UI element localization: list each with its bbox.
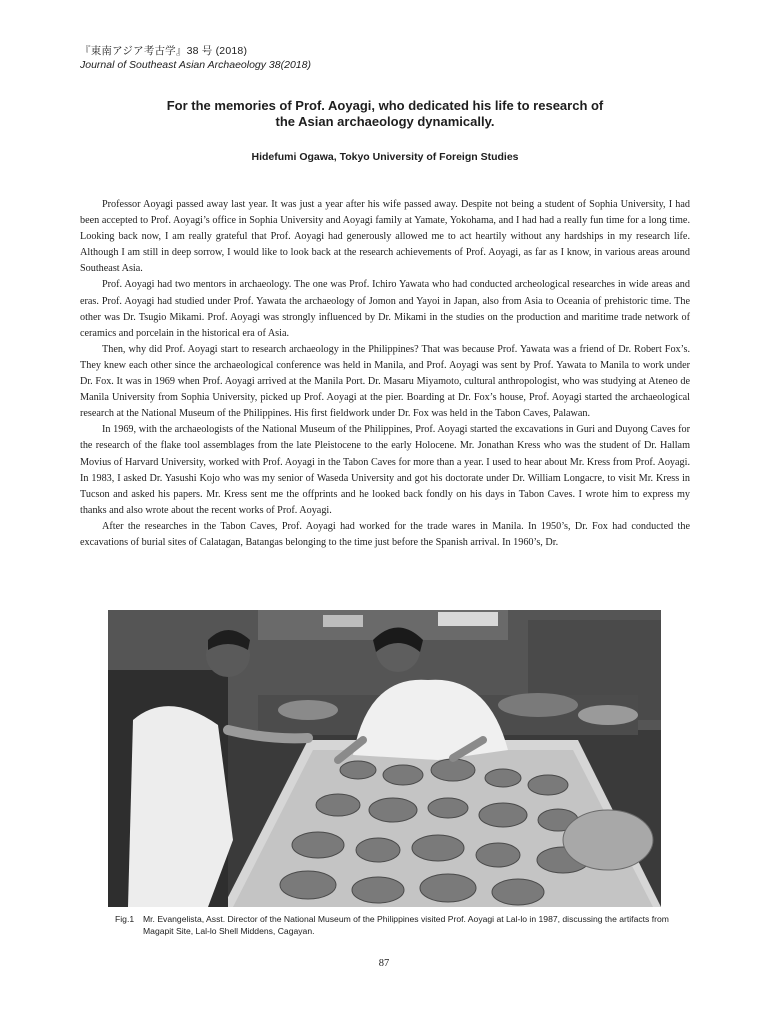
figure-photograph bbox=[108, 610, 661, 907]
paragraph: Professor Aoyagi passed away last year. It was just a year after his wife passed away. Despite not being a student of Sophia University, I had been accepted to Prof. Aoyagi’s office in Sophia University and Aoyagi family at Yamate, Yokohama, and I had had a really fun time for a long time. Looking back now, I am really grateful that Prof. Aoyagi had generously allowed me to act heartily without any hardships in my research life. Although I am still in deep sorrow, I would like to look back at the research achievements of Prof. Aoyagi, as far as I know, in various areas around Southeast Asia. bbox=[80, 199, 690, 275]
author-line: Hidefumi Ogawa, Tokyo University of Foreign Studies bbox=[251, 151, 519, 163]
figure-label: Fig.1 bbox=[115, 914, 135, 924]
journal-title-japanese: 『東南アジア考古学』38 号 (2018) bbox=[80, 45, 248, 57]
photograph-artifacts-discussion bbox=[108, 610, 661, 907]
article-title bbox=[80, 98, 690, 130]
paragraph: Then, why did Prof. Aoyagi start to research archaeology in the Philippines? That was because Prof. Yawata was a friend of Dr. Robert Fox’s. They knew each other since the archaeological conference was held in Manila, and Prof. Aoyagi was sent by Prof. Yawata to Manila to work under Dr. Fox. It was in 1969 when Prof. Aoyagi arrived at the Manila Port. Dr. Masaru Miyamoto, cultural anthropologist, who was studying at Ateneo de Manila University from Sophia University, picked up Prof. Aoyagi at the pier. Boarding at Dr. Fox’s house, Prof. Aoyagi started the archaeological research at the National Museum of the Philippines. His first fieldwork under Dr. Fox was held in the Tabon Caves, Palawan. bbox=[80, 343, 690, 420]
article-body bbox=[80, 197, 690, 551]
paragraph: In 1969, with the archaeologists of the National Museum of the Philippines, Prof. Aoyagi started the excavations in Guri and Duyong Caves for the research of the flake tool assemblages from the late Pleistocene to the early Holocene. Mr. Jonathan Kress who was the student of Dr. Hallam Movius of Harvard University, worked with Prof. Aoyagi in the Tabon Caves for more than a year. I used to hear about Mr. Kress from Prof. Aoyagi. In 1983, I asked Dr. Yasushi Kojo who was my senior of Waseda University and got his doctorate under Dr. William Longacre, to visit Mr. Kress in Tucson and asked his papers. Mr. Kress sent me the offprints and he looked back fondly on his days in Tabon Caves. I wrote him to express my thanks and also wrote about the recent works of Prof. Aoyagi. bbox=[80, 424, 690, 516]
article-title-line-1: For the memories of Prof. Aoyagi, who dedicated his life to research of bbox=[166, 98, 604, 113]
figure-caption bbox=[115, 913, 675, 937]
article-title-line-2: the Asian archaeology dynamically. bbox=[275, 114, 495, 129]
journal-title-english: Journal of Southeast Asian Archaeology 38(2018) bbox=[80, 59, 311, 71]
journal-header bbox=[80, 44, 311, 72]
page-number: 87 bbox=[378, 958, 390, 969]
figure-caption-text: Mr. Evangelista, Asst. Director of the National Museum of the Philippines visited Prof. Aoyagi at Lal-lo in 1987, discussing the artifacts from Magapit Site, Lal-lo Shell Middens, Cagayan. bbox=[143, 914, 669, 936]
paragraph: After the researches in the Tabon Caves, Prof. Aoyagi had worked for the trade wares in Manila. In 1950’s, Dr. Fox had conducted the excavations of burial sites of Calatagan, Batangas belonging to the time just before the Spanish arrival. In 1960’s, Dr. bbox=[80, 520, 690, 548]
paragraph: Prof. Aoyagi had two mentors in archaeology. The one was Prof. Ichiro Yawata who had conducted archeological researches in wide areas and eras. Prof. Aoyagi had studied under Prof. Yawata the archaeology of Jomon and Yayoi in Japan, also from Asia to Oceania of prehistoric time. The other was Dr. Tsugio Mikami. Prof. Aoyagi was strongly influenced by Dr. Mikami in the studies on the production and maritime trade network of ceramics and porcelain in the historical era of Asia. bbox=[80, 279, 690, 339]
